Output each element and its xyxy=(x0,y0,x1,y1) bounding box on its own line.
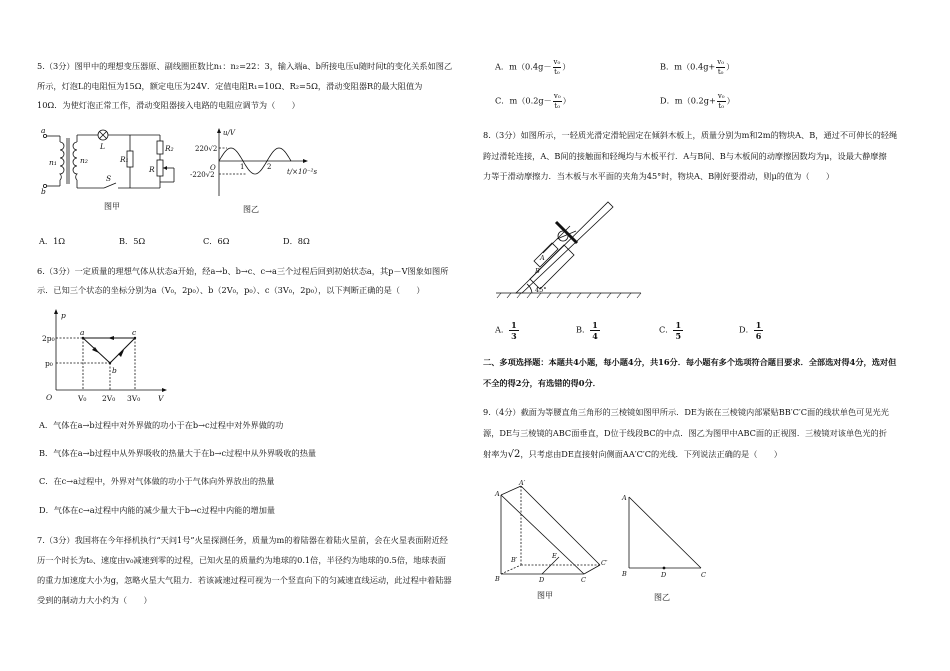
block-a-label: A xyxy=(540,254,545,262)
state-a-label: a xyxy=(80,328,85,337)
origin-label: O xyxy=(46,393,53,402)
axis-u-label: u/V xyxy=(223,129,235,137)
origin-label: O xyxy=(210,164,216,172)
q8-incline-figure xyxy=(496,200,641,300)
q7-stem-line3: 的重力加速度大小为g，忽略火星大气阻力．若该减速过程可视为一个竖直向下的匀减速直线运动，此过程中着陆器 xyxy=(37,575,452,585)
q5-figure-b-caption: 图乙 xyxy=(243,205,259,214)
state-b-label: b xyxy=(112,366,117,375)
label-R1: R₁ xyxy=(120,155,129,164)
axis-t-label: t/×10⁻²s xyxy=(287,168,318,176)
q5-option-a[interactable]: A．1Ω xyxy=(39,236,66,246)
q9-triangle-figure xyxy=(621,492,721,582)
q7-option-d[interactable]: D．m（0.2g+ $\frac{\text{v₀}}{\text{t₀}}$ ） xyxy=(660,92,735,110)
vertex-a-prime: A′ xyxy=(519,479,526,487)
block-b-label: B xyxy=(535,267,540,275)
q6-stem-line2: 示．已知三个状态的坐标分别为a（V₀，2p₀）、b（2V₀，p₀）、c（3V₀，2p₀），以下判断正确的是（ ） xyxy=(37,285,425,295)
q7-stem-line2: 历一个时长为t₀、速度由v₀减速到零的过程，已知火星的质量约为地球的0.1倍，半径约为地球的0.5倍，地球表面 xyxy=(37,555,446,565)
q9-stem-line2: 源，DE与三棱镜的ABC面垂直，D位于线段BC的中点．图乙为图甲中ABC面的正视图．三棱镜对该单色光的折 xyxy=(483,428,887,438)
point-d: D xyxy=(539,576,545,584)
q5-figure-a-caption: 图甲 xyxy=(104,202,120,211)
vertex-b: B xyxy=(495,575,500,583)
q8-stem-line2: 跨过滑轮连接，A、B间的接触面和轻绳均与木板平行．A与B间、B与木板间的动摩擦因数均为μ，设最大静摩擦 xyxy=(483,151,887,161)
front-vertex-b: B xyxy=(622,570,627,578)
q6-option-d[interactable]: D．气体在c→a过程中内能的减少量大于b→c过程中内能的增加量 xyxy=(39,505,276,515)
label-n1: n₁ xyxy=(49,158,57,167)
point-e: E xyxy=(552,552,557,560)
front-vertex-c: C xyxy=(701,571,706,579)
tick-p0: p₀ xyxy=(45,359,53,368)
section2-heading-line1: 二、多项选择题：本题共4小题，每小题4分，共16分．每小题有多个选项符合题目要求．全部选对得4分，选对但 xyxy=(483,357,897,367)
q9-stem-line1: 9.（4分）截面为等腰直角三角形的三棱镜如图甲所示．DE为嵌在三棱镜内部紧贴BB′C′C面的线状单色可见光光 xyxy=(483,407,889,417)
q7-stem-line1: 7.（3分）我国将在今年择机执行“天问1号”火星探测任务，质量为m的着陆器在着陆火星前，会在火星表面附近经 xyxy=(37,535,448,545)
tick-neg: -220√2 xyxy=(190,171,215,179)
axis-v-label: V xyxy=(158,394,164,403)
q8-stem-line3: 力等于滑动摩擦力．当木板与水平面的夹角为45°时，物块A、B刚好要滑动，则μ的值为（ ） xyxy=(483,171,835,181)
state-c-label: c xyxy=(132,328,137,337)
q6-option-a[interactable]: A．气体在a→b过程中对外界做的功小于在b→c过程中对外界做的功 xyxy=(39,420,284,430)
label-b: b xyxy=(41,187,46,196)
q6-stem-line1: 6.（3分）一定质量的理想气体从状态a开始，经a→b、b→c、c→a三个过程后回到初始状态a，其p－V图象如图所 xyxy=(37,266,449,276)
front-point-d: D xyxy=(661,571,667,579)
tick-1: 1 xyxy=(240,163,245,171)
label-R: R xyxy=(149,165,155,174)
q7-stem-line4: 受到的制动力大小约为（ ） xyxy=(37,595,152,605)
q7-option-c[interactable]: C．m（0.2g－ $\frac{\text{v₀}}{\text{t₀}}$ ） xyxy=(495,92,571,110)
q5-voltage-graph xyxy=(190,128,347,200)
q5-stem-line1: 5.（3分）图甲中的理想变压器原、副线圈匝数比n₁：n₂=22：3，输入端a、b所接电压u随时间t的变化关系如图乙 xyxy=(37,61,453,71)
q9-figure-a-caption: 图甲 xyxy=(537,591,553,600)
vertex-a: A xyxy=(495,490,500,498)
q8-option-b[interactable]: B． $\frac{1}{4}$ xyxy=(576,320,598,341)
vertex-c: C xyxy=(581,576,586,584)
vertex-b-prime: B′ xyxy=(511,556,518,564)
q6-pv-diagram xyxy=(40,308,175,406)
q8-option-a[interactable]: A． $\frac{1}{3}$ xyxy=(495,320,517,341)
angle-label: 45° xyxy=(535,286,547,294)
q7-option-b[interactable]: B．m（0.4g+ $\frac{\text{v₀}}{\text{t₀}}$ ） xyxy=(660,58,735,76)
tick-2: 2 xyxy=(267,163,272,171)
tick-3v0: 3V₀ xyxy=(127,394,141,403)
front-vertex-a: A xyxy=(622,494,627,502)
label-a: a xyxy=(41,126,46,135)
q5-stem-line3: 10Ω．为使灯泡正常工作，滑动变阻器接入电路的电阻应调节为（ ） xyxy=(37,100,300,110)
q5-stem-line2: 所示，灯泡L的电阻恒为15Ω，额定电压为24V．定值电阻R₁=10Ω、R₂=5Ω，滑动变阻器R的最大阻值为 xyxy=(37,81,423,91)
label-S: S xyxy=(106,174,112,183)
label-n2: n₂ xyxy=(80,156,88,165)
label-L: L xyxy=(100,142,105,151)
label-R2: R₂ xyxy=(165,144,174,153)
q8-option-c[interactable]: C． $\frac{1}{5}$ xyxy=(659,320,682,341)
q8-stem-line1: 8.（3分）如图所示，一轻质光滑定滑轮固定在倾斜木板上，质量分别为m和2m的物块A、B，通过不可伸长的轻绳 xyxy=(483,130,898,140)
vertex-c-prime: C′ xyxy=(601,559,608,567)
q5-option-c[interactable]: C．6Ω xyxy=(203,236,230,246)
q9-prism-3d-figure xyxy=(494,478,614,588)
section2-heading-line2: 不全的得2分，有选错的得0分． xyxy=(483,378,601,388)
q9-figure-b-caption: 图乙 xyxy=(654,593,670,602)
axis-p-label: p xyxy=(61,311,66,320)
q6-option-c[interactable]: C．在c→a过程中，外界对气体做的功小于气体向外界放出的热量 xyxy=(39,476,275,486)
q5-circuit-figure xyxy=(40,128,190,200)
q8-option-d[interactable]: D． $\frac{1}{6}$ xyxy=(739,320,762,341)
q9-stem-line3: 射率为√2，只考虑由DE直接射向侧面AA′C′C的光线．下列说法正确的是（ ） xyxy=(483,449,782,460)
tick-pos: 220√2 xyxy=(195,145,218,153)
q6-option-b[interactable]: B．气体在a→b过程中从外界吸收的热量大于在b→c过程中从外界吸收的热量 xyxy=(39,448,317,458)
tick-2p0: 2p₀ xyxy=(42,334,55,343)
tick-2v0: 2V₀ xyxy=(102,394,116,403)
q5-option-b[interactable]: B．5Ω xyxy=(119,236,146,246)
q7-option-a[interactable]: A．m（0.4g－ $\frac{\text{v₀}}{\text{t₀}}$ ） xyxy=(495,58,571,76)
q5-option-d[interactable]: D．8Ω xyxy=(283,236,310,246)
tick-v0: V₀ xyxy=(78,394,87,403)
